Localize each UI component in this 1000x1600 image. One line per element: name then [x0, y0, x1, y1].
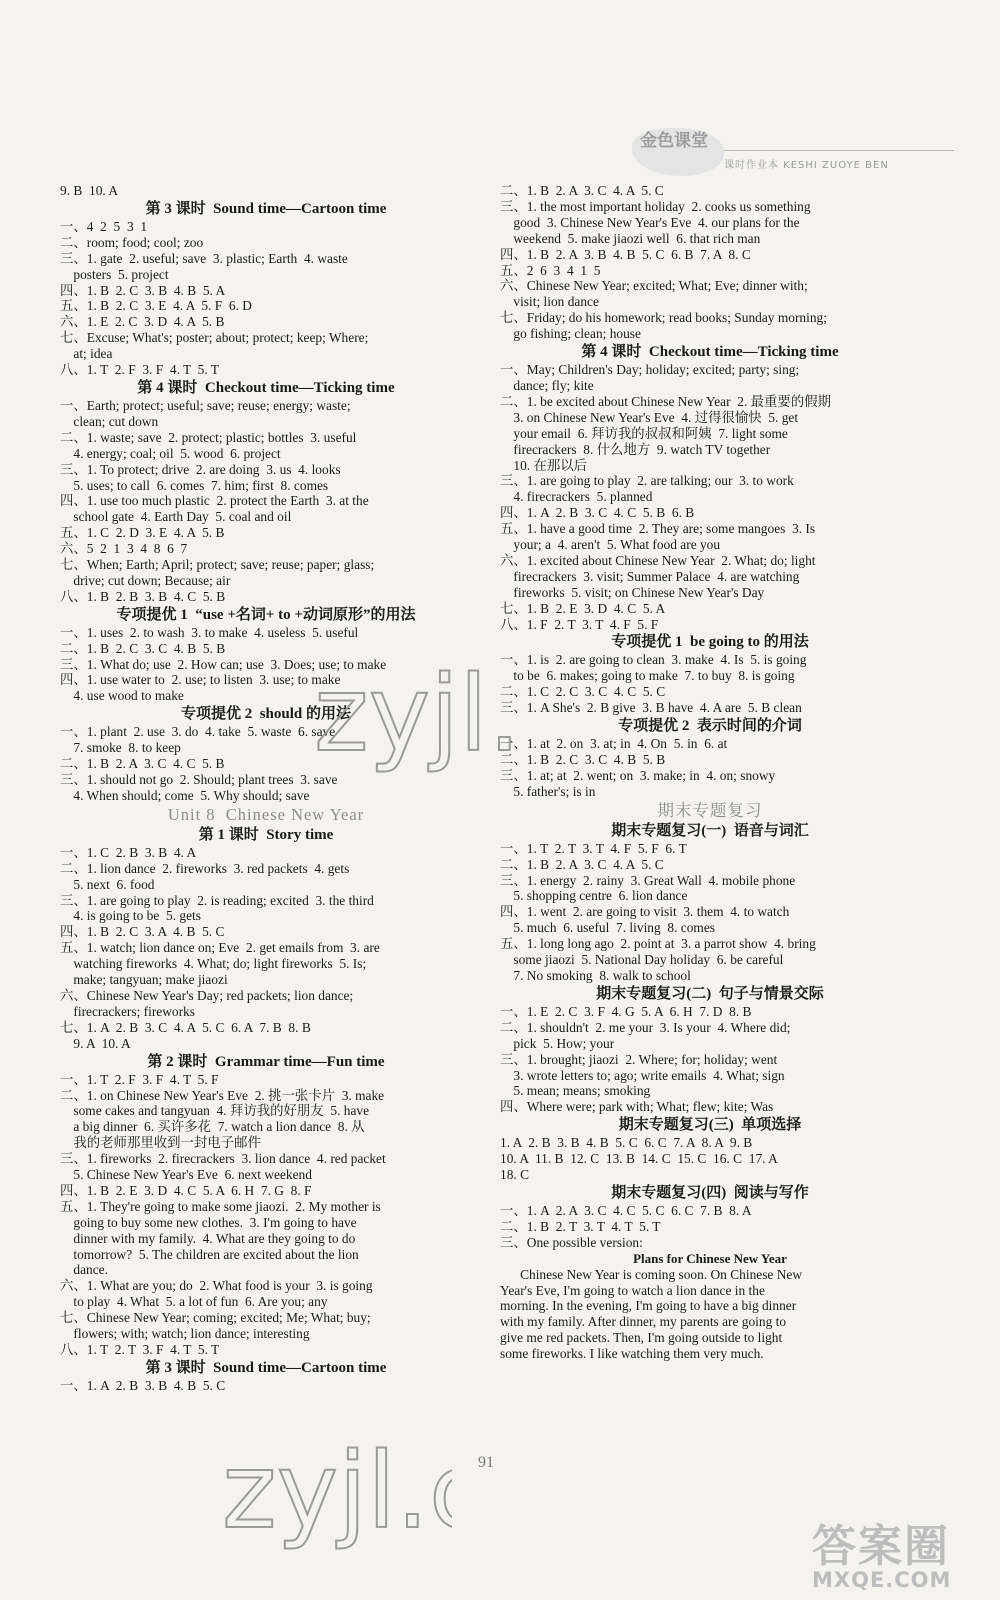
answer-line: clean; cut down [60, 413, 159, 429]
answer-line: 二、1. B 2. T 3. T 4. T 5. T [500, 1218, 661, 1234]
answer-line: flowers; with; watch; lion dance; interesting [60, 1326, 310, 1342]
answer-line: make; tangyuan; make jiaozi [60, 972, 228, 988]
answer-line: 10. A 11. B 12. C 13. B 14. C 15. C 16. C 17. A [500, 1151, 778, 1167]
answer-line: 三、One possible version: [500, 1234, 643, 1250]
answer-line: 五、1. watch; lion dance on; Eve 2. get emails from 3. are [60, 940, 380, 956]
answer-line: 一、1. T 2. T 3. T 4. F 5. F 6. T [500, 840, 687, 856]
left-answer-column [60, 183, 472, 1394]
answer-line: 二、1. B 2. C 3. C 4. B 5. B [60, 640, 226, 656]
answer-line: 一、1. plant 2. use 3. do 4. take 5. waste 6. save [60, 724, 336, 740]
answer-line: 18. C [500, 1167, 530, 1183]
answer-line: weekend 5. make jiaozi well 6. that rich man [500, 230, 761, 246]
answer-line: 二、1. be excited about Chinese New Year 2. 最重要的假期 [500, 393, 831, 409]
corner-watermark [812, 1510, 962, 1596]
answer-line: 二、1. B 2. A 3. C 4. C 5. B [60, 756, 225, 772]
answer-line: 七、When; Earth; April; protect; save; reuse; paper; glass; [60, 557, 375, 573]
answer-line: 4. is going to be 5. gets [60, 908, 201, 924]
answer-line: 5. shopping centre 6. lion dance [500, 888, 688, 904]
answer-line: fireworks 5. visit; on Chinese New Year's Day [500, 584, 765, 600]
answer-line: to be 6. makes; going to make 7. to buy 8. is going [500, 668, 795, 684]
answer-line: school gate 4. Earth Day 5. coal and oil [60, 509, 292, 525]
answer-line: 五、1. long long ago 2. point at 3. a parrot show 4. bring [500, 936, 816, 952]
answer-line: 一、1. is 2. are going to clean 3. make 4. Is 5. is going [500, 652, 807, 668]
answer-line: 4. use wood to make [60, 688, 184, 704]
answer-line: 一、1. C 2. B 3. B 4. A [60, 844, 197, 860]
answer-line: 八、1. F 2. T 3. T 4. F 5. F [500, 616, 659, 632]
answer-line: dance; fly; kite [500, 377, 594, 393]
answer-line: 四、1. A 2. B 3. C 4. C 5. B 6. B [500, 505, 695, 521]
answer-line: 5. next 6. food [60, 876, 155, 892]
answer-line: 六、1. What are you; do 2. What food is your 3. is going [60, 1278, 373, 1294]
answer-line: 三、1. are going to play 2. are talking; our 3. to work [500, 473, 794, 489]
answer-line: 四、1. use water to 2. use; to listen 3. use; to make [60, 672, 341, 688]
answer-line: 八、1. T 2. T 3. F 4. T 5. T [60, 1342, 220, 1357]
watermark-zyjl-graphic-bottom [222, 1397, 452, 1557]
answer-line: 五、1. They're going to make some jiaozi. 2. My mother is [60, 1198, 381, 1214]
logo-mark: 金色课堂 [632, 128, 724, 176]
section-heading: 第 3 课时 Sound time—Cartoon time [145, 200, 387, 217]
answer-line: posters 5. project [60, 266, 169, 282]
answer-line: 三、1. To protect; drive 2. are doing 3. us 4. looks [60, 461, 341, 477]
answer-line: 9. A 10. A [60, 1035, 131, 1051]
answer-line: 四、1. B 2. C 3. A 4. B 5. C [60, 924, 225, 940]
answer-line: 二、1. C 2. C 3. C 4. C 5. C [500, 684, 666, 700]
answer-line: 一、4 2 5 3 1 [60, 218, 148, 234]
answer-line: 三、1. should not go 2. Should; plant trees 3. save [60, 772, 338, 787]
header-rule [724, 150, 954, 151]
essay-line: give me red packets. Then, I'm going outside to light [500, 1330, 783, 1346]
answer-line: 三、1. brought; jiaozi 2. Where; for; holiday; went [500, 1051, 778, 1067]
answer-line: 二、1. lion dance 2. fireworks 3. red packets 4. gets [60, 860, 350, 876]
answer-line: at; idea [60, 346, 113, 362]
answer-line: 4. When should; come 5. Why should; save [60, 787, 310, 803]
answer-line: 一、1. A 2. B 3. B 4. B 5. C [60, 1377, 226, 1393]
answer-line: 3. wrote letters to; ago; write emails 4. What; sign [500, 1067, 785, 1083]
section-heading: 第 2 课时 Grammar time—Fun time [147, 1053, 385, 1070]
essay-line: Year's Eve, I'm going to watch a lion dance in the [500, 1282, 765, 1298]
section-heading: 专项提优 2 should 的用法 [180, 706, 352, 723]
answer-line: 5. much 6. useful 7. living 8. comes [500, 920, 715, 936]
answer-line: 五、1. B 2. C 3. E 4. A 5. F 6. D [60, 298, 252, 314]
section-heading: 专项提优 2 表示时间的介词 [618, 718, 802, 735]
right-answer-column [500, 183, 920, 1362]
answer-line: 三、1. What do; use 2. How can; use 3. Does; use; to make [60, 656, 387, 672]
section-heading: 期末专题复习(四) 阅读与写作 [611, 1184, 809, 1201]
answer-line: 六、1. E 2. C 3. D 4. A 5. B [60, 314, 225, 330]
answer-line: 1. A 2. B 3. B 4. B 5. C 6. C 7. A 8. A 9. B [500, 1135, 753, 1151]
page-number-value: 91 [478, 1454, 494, 1471]
answer-line: 7. No smoking 8. walk to school [500, 967, 691, 983]
answer-line: 三、1. are going to play 2. is reading; excited 3. the third [60, 892, 374, 908]
answer-line: 二、room; food; cool; zoo [60, 234, 204, 250]
answer-line: going to buy some new clothes. 3. I'm going to have [60, 1214, 357, 1230]
answer-line: your; a 4. aren't 5. What food are you [500, 537, 721, 553]
answer-line: 一、May; Children's Day; holiday; excited; party; sing; [500, 362, 800, 378]
answer-line: your email 6. 拜访我的叔叔和阿姨 7. light some [500, 425, 788, 441]
answer-line: 七、1. A 2. B 3. C 4. A 5. C 6. A 7. B 8. B [60, 1019, 311, 1035]
answer-line: 四、1. B 2. C 3. B 4. B 5. A [60, 282, 226, 298]
answer-line: some cakes and tangyuan 4. 拜访我的好朋友 5. have [60, 1103, 370, 1119]
answer-line: 9. B 10. A [60, 183, 119, 198]
watermark-zyjl-bottom [222, 1397, 452, 1557]
answer-line: 10. 在那以后 [500, 457, 588, 473]
answer-line: a big dinner 6. 买许多花 7. watch a lion dance 8. 从 [60, 1119, 365, 1135]
answer-line: 三、1. A She's 2. B give 3. B have 4. A are 5. B clean [500, 700, 802, 716]
section-heading: 专项提优 1 be going to 的用法 [611, 634, 809, 651]
answer-line: 5. mean; means; smoking [500, 1083, 651, 1099]
essay-line: Chinese New Year is coming soon. On Chinese New [500, 1266, 803, 1282]
answer-line: 二、1. shouldn't 2. me your 3. Is your 4. Where did; [500, 1019, 791, 1035]
logo-subtitle: 课时作业本 KESHI ZUOYE BEN [724, 160, 889, 171]
section-heading: 专项提优 1 “use +名词+ to +动词原形”的用法 [116, 606, 416, 623]
answer-line: 四、1. B 2. E 3. D 4. C 5. A 6. H 7. G 8. F [60, 1182, 312, 1198]
watermark-text-bottom: zyjl. [222, 1430, 429, 1552]
answer-line: watching fireworks 4. What; do; light fireworks 5. Is; [60, 956, 367, 972]
answer-line: 一、1. T 2. F 3. F 4. T 5. F [60, 1071, 219, 1087]
answer-line: 六、Chinese New Year; excited; What; Eve; dinner with; [500, 278, 808, 294]
answer-line: to play 4. What 5. a lot of fun 6. Are you; any [60, 1294, 328, 1310]
answer-line: firecrackers; fireworks [60, 1003, 195, 1019]
essay-line: morning. In the evening, I'm going to have a big dinner [500, 1298, 797, 1314]
essay-line: some fireworks. I like watching them very much. [500, 1346, 764, 1362]
answer-line: dinner with my family. 4. What are they going to do [60, 1230, 356, 1246]
answer-line: 五、1. have a good time 2. They are; some mangoes 3. Is [500, 521, 816, 537]
answer-line: 七、Excuse; What's; poster; about; protect; keep; Where; [60, 330, 369, 346]
corner-watermark-site: MXQE.COM [812, 1568, 952, 1592]
answer-line: 六、Chinese New Year's Day; red packets; lion dance; [60, 987, 354, 1003]
answer-line: dance. [60, 1262, 108, 1278]
answer-line: 5. uses; to call 6. comes 7. him; first 8. comes [60, 477, 329, 493]
answer-line: firecrackers 3. visit; Summer Palace 4. are watching [500, 568, 800, 584]
answer-line: 二、1. B 2. C 3. C 4. B 5. B [500, 752, 666, 767]
answer-line: 一、1. E 2. C 3. F 4. G 5. A 6. H 7. D 8. B [500, 1003, 752, 1019]
answer-line: 三、1. energy 2. rainy 3. Great Wall 4. mobile phone [500, 872, 796, 888]
answer-line: 四、1. B 2. A 3. B 4. B 5. C 6. B 7. A 8. C [500, 246, 751, 262]
answer-line: 七、Chinese New Year; coming; excited; Me; What; buy; [60, 1310, 371, 1326]
section-heading: 第 4 课时 Checkout time—Ticking time [137, 379, 395, 396]
answer-line: 5. father's; is in [500, 783, 596, 799]
page-number [478, 1454, 494, 1472]
answer-line: 八、1. B 2. B 3. B 4. C 5. B [60, 588, 226, 604]
answer-line: 六、1. excited about Chinese New Year 2. What; do; light [500, 552, 816, 568]
answer-line: 4. energy; coal; oil 5. wood 6. project [60, 445, 281, 461]
answer-line: go fishing; clean; house [500, 326, 641, 342]
answer-line: 三、1. gate 2. useful; save 3. plastic; Earth 4. waste [60, 250, 348, 266]
answer-line: firecrackers 8. 什么地方 9. watch TV together [500, 441, 771, 457]
answer-line: 一、1. uses 2. to wash 3. to make 4. useless 5. useful [60, 624, 359, 640]
answer-line: 二、1. B 2. A 3. C 4. A 5. C [500, 183, 664, 198]
answer-line: 二、1. waste; save 2. protect; plastic; bottles 3. useful [60, 429, 357, 445]
answer-line: 七、1. B 2. E 3. D 4. C 5. A [500, 600, 666, 616]
answer-line: good 3. Chinese New Year's Eve 4. our plans for the [500, 214, 800, 230]
essay-title: Plans for Chinese New Year [633, 1250, 787, 1266]
answer-line: 7. smoke 8. to keep [60, 740, 181, 756]
essay-line: with my family. After dinner, my parents are going to [500, 1314, 787, 1330]
answer-line: tomorrow? 5. The children are excited about the lion [60, 1246, 359, 1262]
corner-watermark-title: 答案圈 [812, 1521, 950, 1572]
answer-line: 四、1. went 2. are going to visit 3. them 4. to watch [500, 904, 790, 920]
unit-heading: 期末专题复习 [657, 800, 763, 820]
answer-line: 一、1. A 2. A 3. C 4. C 5. C 6. C 7. B 8. A [500, 1202, 752, 1218]
answer-line: 四、Where were; park with; What; flew; kite; Was [500, 1099, 774, 1115]
answer-line: 3. on Chinese New Year's Eve 4. 过得很愉快 5. get [500, 409, 799, 425]
answer-line: 一、1. at 2. on 3. at; in 4. On 5. in 6. at [500, 736, 728, 752]
answer-line: 八、1. T 2. F 3. F 4. T 5. T [60, 362, 219, 378]
answer-line: 三、1. at; at 2. went; on 3. make; in 4. on; snowy [500, 767, 776, 783]
answer-line: 七、Friday; do his homework; read books; Sunday morning; [500, 310, 827, 326]
answer-line: 三、1. the most important holiday 2. cooks us something [500, 198, 811, 214]
answer-line: 六、5 2 1 3 4 8 6 7 [60, 541, 188, 557]
answer-line: 4. firecrackers 5. planned [500, 489, 653, 505]
answer-line: visit; lion dance [500, 294, 599, 310]
answer-line: 二、1. on Chinese New Year's Eve 2. 挑一张卡片 3. make [60, 1087, 385, 1103]
answer-line: 三、1. fireworks 2. firecrackers 3. lion dance 4. red packet [60, 1151, 386, 1167]
section-heading: 期末专题复习(二) 句子与情景交际 [596, 985, 824, 1002]
answer-line: 5. Chinese New Year's Eve 6. next weekend [60, 1167, 312, 1183]
section-heading: 第 3 课时 Sound time—Cartoon time [145, 1359, 387, 1376]
section-heading: 期末专题复习(三) 单项选择 [618, 1117, 802, 1134]
answer-line: 我的老师那里收到一封电子邮件 [60, 1135, 261, 1151]
answer-line: 五、1. C 2. D 3. E 4. A 5. B [60, 525, 225, 541]
section-heading: 第 4 课时 Checkout time—Ticking time [581, 344, 839, 361]
unit-heading: Unit 8 Chinese New Year [167, 804, 365, 824]
answer-line: 一、Earth; protect; useful; save; reuse; energy; waste; [60, 397, 351, 413]
answer-line: pick 5. How; your [500, 1035, 615, 1051]
answer-line: 四、1. use too much plastic 2. protect the Earth 3. at the [60, 493, 369, 509]
answer-line: drive; cut down; Because; air [60, 572, 231, 588]
section-heading: 期末专题复习(一) 语音与词汇 [611, 822, 809, 839]
answer-line: 五、2 6 3 4 1 5 [500, 262, 601, 278]
section-heading: 第 1 课时 Story time [198, 826, 334, 843]
answer-line: some jiaozi 5. National Day holiday 6. be careful [500, 952, 784, 968]
watermark-text: zyjl [314, 653, 488, 775]
brand-logo [632, 128, 962, 176]
answer-line: 二、1. B 2. A 3. C 4. A 5. C [500, 856, 664, 872]
